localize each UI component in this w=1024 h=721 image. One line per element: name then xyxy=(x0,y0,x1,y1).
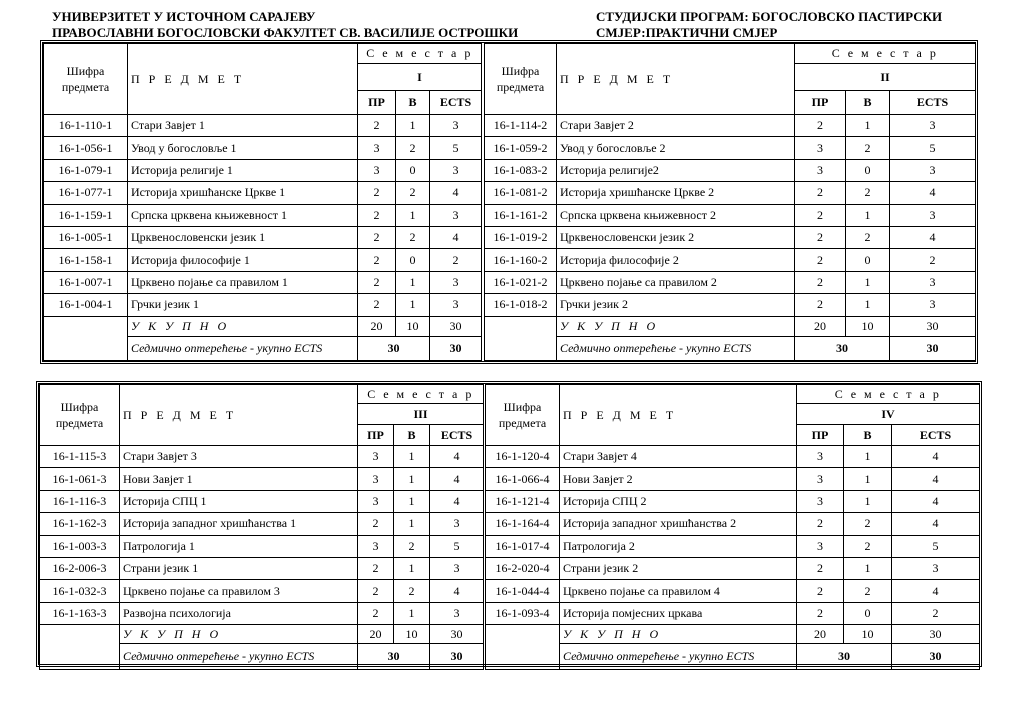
table-row xyxy=(40,490,484,512)
weekly-ects-total: 30 xyxy=(890,336,976,360)
ects-header: ECTS xyxy=(430,425,484,446)
course-ects: 3 xyxy=(430,513,484,535)
total-ects: 30 xyxy=(892,625,980,644)
course-name: Црквенословенски језик 1 xyxy=(128,226,358,248)
semester-label: С е м е с т а р xyxy=(795,44,976,64)
subject-header: П Р Е Д М Е Т xyxy=(557,44,795,115)
table-row xyxy=(485,137,976,159)
course-ects: 4 xyxy=(892,580,980,602)
course-code: 16-1-121-4 xyxy=(486,490,560,512)
course-name: Грчки језик 2 xyxy=(557,294,795,316)
table-row xyxy=(485,204,976,226)
course-ects: 4 xyxy=(892,490,980,512)
total-empty-cell xyxy=(486,625,560,670)
course-code: 16-1-164-4 xyxy=(486,513,560,535)
table-row xyxy=(44,226,482,248)
course-exercises: 1 xyxy=(394,557,430,579)
total-ects: 30 xyxy=(890,316,976,336)
table-row xyxy=(485,159,976,181)
total-ects: 30 xyxy=(430,316,482,336)
course-code: 16-1-120-4 xyxy=(486,446,560,468)
course-code: 16-1-110-1 xyxy=(44,115,128,137)
code-header-line1: Шифра xyxy=(503,400,542,414)
course-exercises: 1 xyxy=(394,490,430,512)
table-row xyxy=(44,115,482,137)
course-code: 16-1-017-4 xyxy=(486,535,560,557)
course-name: Српска црквена књижевност 1 xyxy=(128,204,358,226)
semester-number: III xyxy=(358,404,484,425)
table-row xyxy=(40,557,484,579)
course-exercises: 1 xyxy=(396,271,430,293)
course-code: 16-1-160-2 xyxy=(485,249,557,271)
course-name: Историја западног хришћанства 1 xyxy=(120,513,358,535)
course-exercises: 0 xyxy=(396,159,430,181)
course-code: 16-1-059-2 xyxy=(485,137,557,159)
faculty-name: ПРАВОСЛАВНИ БОГОСЛОВСКИ ФАКУЛТЕТ СВ. ВАСИЛИЈЕ ОСТРОШКИ xyxy=(52,25,519,40)
course-ects: 3 xyxy=(430,204,482,226)
course-lectures: 2 xyxy=(358,115,396,137)
course-exercises: 1 xyxy=(394,446,430,468)
course-lectures: 3 xyxy=(797,468,844,490)
table-row xyxy=(40,513,484,535)
table-row xyxy=(44,159,482,181)
semester-number: I xyxy=(358,64,482,91)
header-left xyxy=(52,9,518,41)
weekly-row xyxy=(486,644,980,670)
course-ects: 3 xyxy=(430,602,484,624)
table-row xyxy=(486,468,980,490)
course-ects: 3 xyxy=(890,294,976,316)
course-lectures: 3 xyxy=(358,159,396,181)
course-name: Историја СПЦ 1 xyxy=(120,490,358,512)
course-exercises: 2 xyxy=(396,137,430,159)
course-ects: 4 xyxy=(430,580,484,602)
table-row xyxy=(44,294,482,316)
course-exercises: 1 xyxy=(396,204,430,226)
course-name: Стари Завјет 2 xyxy=(557,115,795,137)
course-exercises: 2 xyxy=(846,137,890,159)
course-code: 16-1-115-3 xyxy=(40,446,120,468)
course-ects: 5 xyxy=(430,535,484,557)
course-code: 16-1-044-4 xyxy=(486,580,560,602)
course-ects: 3 xyxy=(890,159,976,181)
table-row xyxy=(44,271,482,293)
table-row xyxy=(486,513,980,535)
table-row xyxy=(486,602,980,624)
course-name: Историја философије 2 xyxy=(557,249,795,271)
course-lectures: 2 xyxy=(797,580,844,602)
course-exercises: 1 xyxy=(844,490,892,512)
total-lectures: 20 xyxy=(358,316,396,336)
weekly-ects-total: 30 xyxy=(430,644,484,670)
course-code: 16-1-093-4 xyxy=(486,602,560,624)
course-code: 16-1-081-2 xyxy=(485,182,557,204)
code-header-line1: Шифра xyxy=(501,64,540,78)
course-name: Страни језик 2 xyxy=(560,557,797,579)
course-name: Увод у богословље 1 xyxy=(128,137,358,159)
course-lectures: 2 xyxy=(358,602,394,624)
course-name: Историја западног хришћанства 2 xyxy=(560,513,797,535)
semester-label: С е м е с т а р xyxy=(358,44,482,64)
course-lectures: 2 xyxy=(795,226,846,248)
table-row xyxy=(485,182,976,204)
course-name: Историја СПЦ 2 xyxy=(560,490,797,512)
course-ects: 2 xyxy=(892,602,980,624)
exercises-header: В xyxy=(844,425,892,446)
course-ects: 4 xyxy=(892,513,980,535)
header-row xyxy=(40,385,484,404)
course-exercises: 1 xyxy=(844,557,892,579)
course-ects: 3 xyxy=(890,271,976,293)
table-row xyxy=(485,294,976,316)
course-lectures: 2 xyxy=(358,580,394,602)
semester-table-4 xyxy=(485,384,980,670)
table-row xyxy=(44,249,482,271)
course-code: 16-1-077-1 xyxy=(44,182,128,204)
table-row xyxy=(44,137,482,159)
course-lectures: 2 xyxy=(795,271,846,293)
course-lectures: 3 xyxy=(358,468,394,490)
header-row xyxy=(44,44,482,64)
course-code: 16-1-066-4 xyxy=(486,468,560,490)
weekly-load-total: 30 xyxy=(358,336,430,360)
weekly-load-label: Седмично оптерећење - укупно ECTS xyxy=(128,336,358,360)
course-name: Историја философије 1 xyxy=(128,249,358,271)
ects-header: ECTS xyxy=(890,91,976,115)
course-lectures: 2 xyxy=(358,226,396,248)
course-ects: 3 xyxy=(892,557,980,579)
course-lectures: 3 xyxy=(358,137,396,159)
course-exercises: 2 xyxy=(844,580,892,602)
course-exercises: 1 xyxy=(846,204,890,226)
code-header-line2: предмета xyxy=(498,416,547,430)
course-lectures: 3 xyxy=(358,446,394,468)
table-row xyxy=(486,535,980,557)
weekly-row xyxy=(485,336,976,360)
table-row xyxy=(485,249,976,271)
top-grid xyxy=(40,40,978,364)
semester-label: С е м е с т а р xyxy=(358,385,484,404)
course-code: 16-1-021-2 xyxy=(485,271,557,293)
course-name: Стари Завјет 3 xyxy=(120,446,358,468)
course-exercises: 1 xyxy=(844,446,892,468)
total-label: У К У П Н О xyxy=(120,625,358,644)
course-name: Српска црквена књижевност 2 xyxy=(557,204,795,226)
code-header xyxy=(44,44,128,115)
weekly-load-total: 30 xyxy=(797,644,892,670)
course-name: Патрологија 1 xyxy=(120,535,358,557)
bottom-grid xyxy=(36,381,982,667)
course-lectures: 2 xyxy=(797,602,844,624)
total-row xyxy=(485,316,976,336)
course-exercises: 0 xyxy=(844,602,892,624)
course-code: 16-2-020-4 xyxy=(486,557,560,579)
course-lectures: 3 xyxy=(797,490,844,512)
code-header xyxy=(40,385,120,446)
course-name: Историја религије2 xyxy=(557,159,795,181)
course-exercises: 1 xyxy=(394,602,430,624)
course-ects: 4 xyxy=(430,446,484,468)
course-name: Стари Завјет 1 xyxy=(128,115,358,137)
total-empty-cell xyxy=(485,316,557,360)
total-exercises: 10 xyxy=(846,316,890,336)
course-code: 16-1-007-1 xyxy=(44,271,128,293)
course-lectures: 2 xyxy=(358,557,394,579)
subject-header: П Р Е Д М Е Т xyxy=(120,385,358,446)
code-header xyxy=(486,385,560,446)
course-exercises: 1 xyxy=(396,115,430,137)
semester-table-1 xyxy=(43,43,482,361)
course-ects: 4 xyxy=(430,490,484,512)
lectures-header: ПР xyxy=(795,91,846,115)
semester-number: IV xyxy=(797,404,980,425)
table-row xyxy=(40,535,484,557)
course-code: 16-1-079-1 xyxy=(44,159,128,181)
table-row xyxy=(40,602,484,624)
course-code: 16-1-003-3 xyxy=(40,535,120,557)
course-ects: 4 xyxy=(892,468,980,490)
header-right xyxy=(596,9,942,41)
course-exercises: 2 xyxy=(844,513,892,535)
header-row xyxy=(486,385,980,404)
total-label: У К У П Н О xyxy=(557,316,795,336)
course-ects: 2 xyxy=(430,249,482,271)
course-name: Црквено појање са правилом 4 xyxy=(560,580,797,602)
course-ects: 3 xyxy=(430,294,482,316)
table-row xyxy=(485,271,976,293)
course-exercises: 1 xyxy=(844,468,892,490)
course-exercises: 0 xyxy=(846,249,890,271)
course-code: 16-1-032-3 xyxy=(40,580,120,602)
ects-header: ECTS xyxy=(892,425,980,446)
table-row xyxy=(485,115,976,137)
course-lectures: 2 xyxy=(358,294,396,316)
course-code: 16-1-161-2 xyxy=(485,204,557,226)
weekly-load-label: Седмично оптерећење - укупно ECTS xyxy=(560,644,797,670)
course-lectures: 2 xyxy=(795,204,846,226)
course-name: Историја хришћанске Цркве 1 xyxy=(128,182,358,204)
course-code: 16-1-005-1 xyxy=(44,226,128,248)
course-name: Патрологија 2 xyxy=(560,535,797,557)
semester-number: II xyxy=(795,64,976,91)
table-row xyxy=(40,580,484,602)
course-ects: 4 xyxy=(430,182,482,204)
course-name: Историја хришћанске Цркве 2 xyxy=(557,182,795,204)
course-ects: 5 xyxy=(892,535,980,557)
course-ects: 4 xyxy=(430,226,482,248)
course-exercises: 2 xyxy=(846,226,890,248)
total-row xyxy=(486,625,980,644)
code-header-line1: Шифра xyxy=(60,400,99,414)
university-name: УНИВЕРЗИТЕТ У ИСТОЧНОМ САРАЈЕВУ xyxy=(52,9,316,24)
course-code: 16-1-004-1 xyxy=(44,294,128,316)
course-name: Страни језик 1 xyxy=(120,557,358,579)
total-label: У К У П Н О xyxy=(128,316,358,336)
code-header-line2: предмета xyxy=(496,80,545,94)
course-exercises: 2 xyxy=(846,182,890,204)
course-code: 16-1-018-2 xyxy=(485,294,557,316)
course-exercises: 2 xyxy=(396,226,430,248)
subject-header: П Р Е Д М Е Т xyxy=(128,44,358,115)
course-lectures: 3 xyxy=(358,535,394,557)
total-lectures: 20 xyxy=(358,625,394,644)
course-code: 16-1-056-1 xyxy=(44,137,128,159)
semester-table-2 xyxy=(484,43,976,361)
total-lectures: 20 xyxy=(795,316,846,336)
course-exercises: 1 xyxy=(846,115,890,137)
total-empty-cell xyxy=(40,625,120,670)
code-header-line2: предмета xyxy=(55,416,104,430)
course-exercises: 1 xyxy=(394,513,430,535)
weekly-load-label: Седмично оптерећење - укупно ECTS xyxy=(120,644,358,670)
table-row xyxy=(486,557,980,579)
table-row xyxy=(486,446,980,468)
semester-label: С е м е с т а р xyxy=(797,385,980,404)
course-code: 16-1-158-1 xyxy=(44,249,128,271)
lectures-header: ПР xyxy=(358,425,394,446)
table-row xyxy=(485,226,976,248)
course-name: Грчки језик 1 xyxy=(128,294,358,316)
course-code: 16-1-163-3 xyxy=(40,602,120,624)
course-exercises: 2 xyxy=(394,580,430,602)
total-lectures: 20 xyxy=(797,625,844,644)
total-exercises: 10 xyxy=(844,625,892,644)
table-row xyxy=(44,204,482,226)
total-exercises: 10 xyxy=(396,316,430,336)
course-ects: 2 xyxy=(890,249,976,271)
course-exercises: 0 xyxy=(396,249,430,271)
weekly-load-label: Седмично оптерећење - укупно ECTS xyxy=(557,336,795,360)
course-ects: 3 xyxy=(430,271,482,293)
study-program: СТУДИЈСКИ ПРОГРАМ: БОГОСЛОВСКО ПАСТИРСКИ xyxy=(596,9,943,24)
table-row xyxy=(40,446,484,468)
course-code: 16-1-162-3 xyxy=(40,513,120,535)
course-name: Увод у богословље 2 xyxy=(557,137,795,159)
lectures-header: ПР xyxy=(358,91,396,115)
course-lectures: 2 xyxy=(358,204,396,226)
course-lectures: 3 xyxy=(797,535,844,557)
total-label: У К У П Н О xyxy=(560,625,797,644)
course-lectures: 2 xyxy=(795,182,846,204)
ects-header: ECTS xyxy=(430,91,482,115)
course-ects: 4 xyxy=(890,182,976,204)
exercises-header: В xyxy=(846,91,890,115)
subject-header: П Р Е Д М Е Т xyxy=(560,385,797,446)
total-row xyxy=(44,316,482,336)
weekly-load-total: 30 xyxy=(358,644,430,670)
course-code: 16-1-019-2 xyxy=(485,226,557,248)
course-exercises: 2 xyxy=(844,535,892,557)
course-lectures: 2 xyxy=(795,249,846,271)
course-lectures: 3 xyxy=(795,137,846,159)
course-exercises: 2 xyxy=(394,535,430,557)
course-ects: 5 xyxy=(430,137,482,159)
course-exercises: 2 xyxy=(396,182,430,204)
course-ects: 5 xyxy=(890,137,976,159)
course-code: 16-1-116-3 xyxy=(40,490,120,512)
course-ects: 3 xyxy=(890,204,976,226)
course-lectures: 3 xyxy=(797,446,844,468)
weekly-load-total: 30 xyxy=(795,336,890,360)
course-ects: 3 xyxy=(890,115,976,137)
course-code: 16-2-006-3 xyxy=(40,557,120,579)
course-name: Нови Завјет 2 xyxy=(560,468,797,490)
total-exercises: 10 xyxy=(394,625,430,644)
weekly-ects-total: 30 xyxy=(430,336,482,360)
course-ects: 4 xyxy=(430,468,484,490)
course-name: Историја религије 1 xyxy=(128,159,358,181)
course-code: 16-1-114-2 xyxy=(485,115,557,137)
course-lectures: 2 xyxy=(795,115,846,137)
code-header-line1: Шифра xyxy=(66,64,105,78)
course-ects: 4 xyxy=(892,446,980,468)
exercises-header: В xyxy=(396,91,430,115)
course-ects: 3 xyxy=(430,115,482,137)
study-direction: СМЈЕР:ПРАКТИЧНИ СМЈЕР xyxy=(596,25,778,40)
course-code: 16-1-159-1 xyxy=(44,204,128,226)
code-header xyxy=(485,44,557,115)
semester-table-3 xyxy=(39,384,484,670)
lectures-header: ПР xyxy=(797,425,844,446)
course-exercises: 1 xyxy=(846,271,890,293)
course-ects: 3 xyxy=(430,159,482,181)
code-header-line2: предмета xyxy=(61,80,110,94)
table-row xyxy=(486,490,980,512)
course-exercises: 1 xyxy=(394,468,430,490)
course-name: Стари Завјет 4 xyxy=(560,446,797,468)
course-name: Црквено појање са правилом 3 xyxy=(120,580,358,602)
course-name: Црквенословенски језик 2 xyxy=(557,226,795,248)
course-lectures: 2 xyxy=(358,249,396,271)
course-lectures: 3 xyxy=(795,159,846,181)
course-ects: 4 xyxy=(890,226,976,248)
table-row xyxy=(40,468,484,490)
course-name: Развојна психологија xyxy=(120,602,358,624)
course-exercises: 1 xyxy=(846,294,890,316)
course-lectures: 2 xyxy=(797,513,844,535)
course-exercises: 1 xyxy=(396,294,430,316)
course-name: Нови Завјет 1 xyxy=(120,468,358,490)
course-code: 16-1-061-3 xyxy=(40,468,120,490)
course-lectures: 2 xyxy=(795,294,846,316)
course-lectures: 2 xyxy=(358,271,396,293)
course-name: Црквено појање са правилом 2 xyxy=(557,271,795,293)
table-row xyxy=(486,580,980,602)
table-row xyxy=(44,182,482,204)
weekly-ects-total: 30 xyxy=(892,644,980,670)
course-exercises: 0 xyxy=(846,159,890,181)
header-row xyxy=(485,44,976,64)
course-ects: 3 xyxy=(430,557,484,579)
total-ects: 30 xyxy=(430,625,484,644)
exercises-header: В xyxy=(394,425,430,446)
total-empty-cell xyxy=(44,316,128,360)
course-lectures: 3 xyxy=(358,490,394,512)
course-lectures: 2 xyxy=(797,557,844,579)
course-code: 16-1-083-2 xyxy=(485,159,557,181)
course-name: Црквено појање са правилом 1 xyxy=(128,271,358,293)
course-lectures: 2 xyxy=(358,182,396,204)
course-name: Историја помјесних цркава xyxy=(560,602,797,624)
total-row xyxy=(40,625,484,644)
course-lectures: 2 xyxy=(358,513,394,535)
